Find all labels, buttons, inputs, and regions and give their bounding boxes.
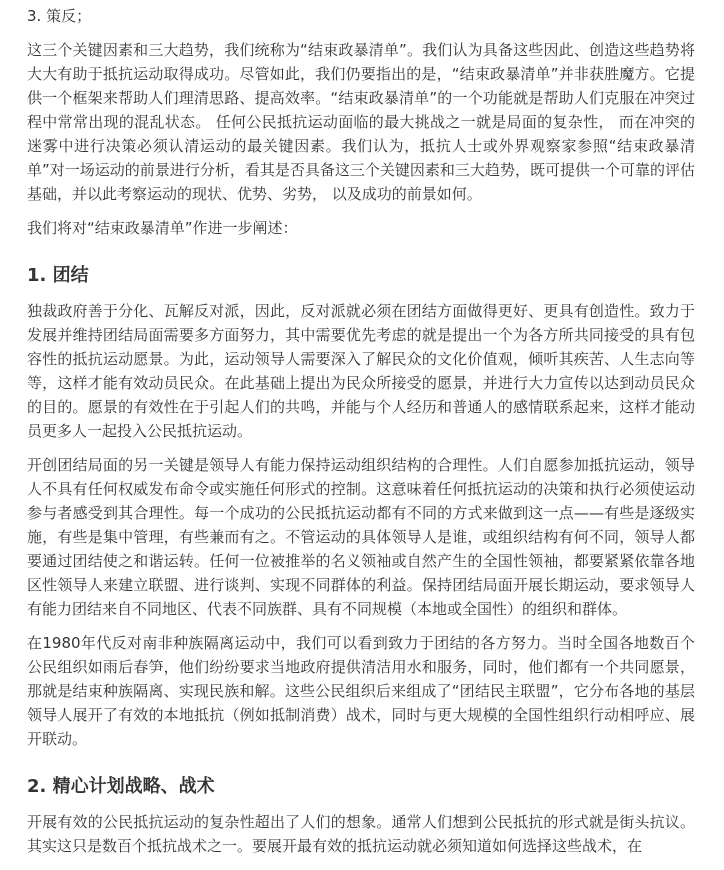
section-heading-strategy: 2. 精心计划战略、战术 bbox=[27, 776, 215, 797]
article-body bbox=[27, 2, 695, 868]
section-paragraph: 独裁政府善于分化、瓦解反对派，因此，反对派就必须在团结方面做得更好、更具有创造性。致力于发展并维持团结局面需要多方面努力，其中需要优先考虑的就是提出一个为各方所共同接受的具有包容性的抵抗运动愿景。为此，运动领导人需要深入了解民众的文化价值观，倾听其疾苦、人生志向等等，这样才能有效动员民众。在此基础上提出为民众所接受的愿景，并进行大力宣传以达到动员民众的目的。愿景的有效性在于引起人们的共鸣，并能与个人经历和普通人的感情联系起来，这样才能动员更多人一起投入公民抵抗运动。 bbox=[27, 302, 695, 440]
list-item-3: 3. 策反； bbox=[27, 7, 92, 25]
section-paragraph: 开创团结局面的另一关键是领导人有能力保持运动组织结构的合理性。人们自愿参加抵抗运动，领导人不具有任何权威发布命令或实施任何形式的控制。这意味着任何抵抗运动的决策和执行必须使运动参与者感受到其合理性。每一个成功的公民抵抗运动都有不同的方式来做到这一点——有些是逐级实施，有些是集中管理，有些兼而有之。不管运动的具体领导人是谁，或组织结构有何不同，领导人都要通过团结使之和谐运转。任何一位被推举的名义领袖或自然产生的全国性领袖，都要紧紧依靠各地区性领导人来建立联盟、进行谈判、实现不同群体的利益。保持团结局面开展长期运动，要求领导人有能力团结来自不同地区、代表不同族群、具有不同规模（本地或全国性）的组织和群体。 bbox=[27, 456, 695, 618]
intro-paragraph: 这三个关键因素和三大趋势，我们统称为“结束政暴清单”。我们认为具备这些因此、创造这些趋势将大大有助于抵抗运动取得成功。尽管如此，我们仍要指出的是，“结束政暴清单”并非获胜魔方。它提供一个框架来帮助人们理清思路、提高效率。“结束政暴清单”的一个功能就是帮助人们克服在冲突过程中常常出现的混乱状态。 任何公民抵抗运动面临的最大挑战之一就是局面的复杂性， 而在冲突的迷雾中进行决策必须认清运动的最关键因素。我们认为，抵抗人士或外界观察家参照“结束政暴清单”对一场运动的前景进行分析，看其是否具备这三个关键因素和三大趋势，既可提供一个可靠的评估基础，并以此考察运动的现状、优势、劣势， 以及成功的前景如何。 bbox=[27, 41, 695, 203]
section-heading-unity: 1. 团结 bbox=[27, 265, 89, 286]
section-paragraph: 开展有效的公民抵抗运动的复杂性超出了人们的想象。通常人们想到公民抵抗的形式就是街头抗议。其实这只是数百个抵抗战术之一。要展开最有效的抵抗运动就必须知道如何选择这些战术，在 bbox=[27, 813, 695, 855]
intro-lead-paragraph: 我们将对“结束政暴清单”作进一步阐述： bbox=[27, 219, 298, 237]
section-paragraph: 在1980年代反对南非种族隔离运动中，我们可以看到致力于团结的各方努力。当时全国各地数百个公民组织如雨后春笋，他们纷纷要求当地政府提供清洁用水和服务，同时，他们都有一个共同愿景，那就是结束种族隔离、实现民族和解。这些公民组织后来组成了“团结民主联盟”，它分布各地的基层领导人展开了有效的本地抵抗（例如抵制消费）战术，同时与更大规模的全国性组织行动相呼应、展开联动。 bbox=[27, 634, 695, 748]
